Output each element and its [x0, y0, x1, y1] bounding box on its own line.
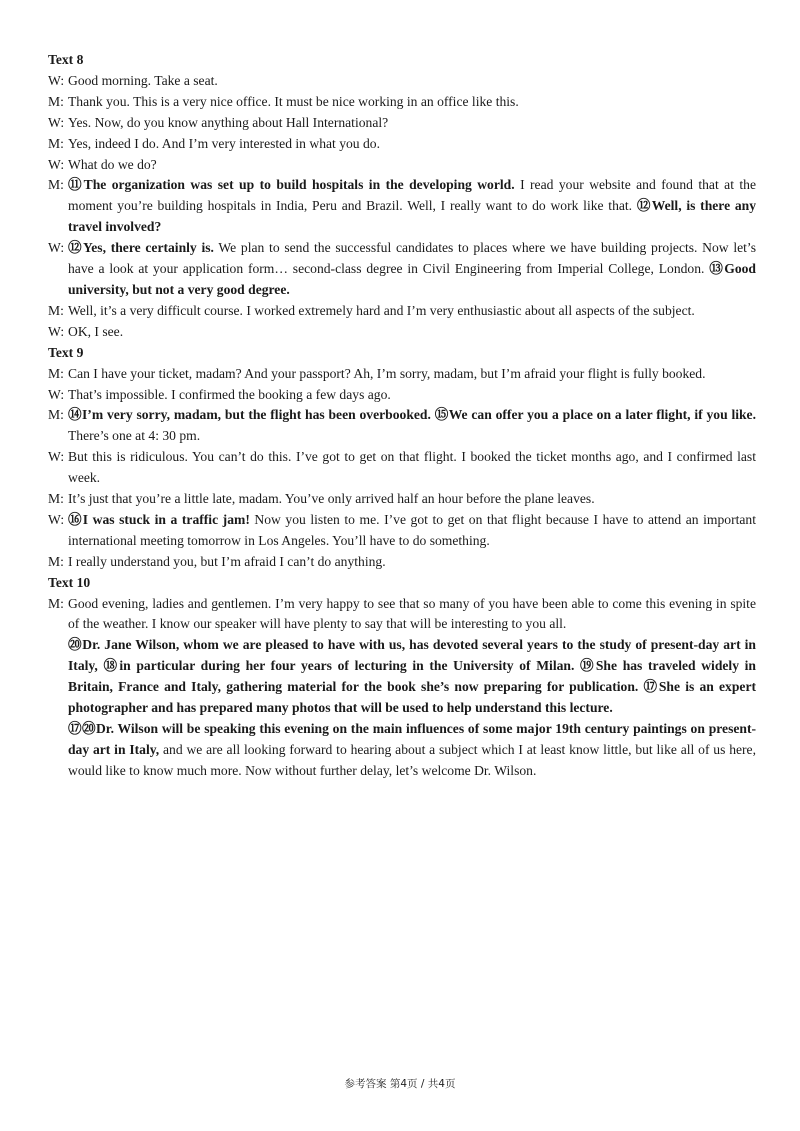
dialogue-text: That’s impossible. I confirmed the booking a few days ago.: [68, 386, 391, 402]
dialogue-text: Thank you. This is a very nice office. It must be nice working in an office like this.: [68, 93, 519, 109]
dialogue-text: I read your website and found that at the moment you’re building hospitals in India, Peru and Brazil. Well, I really want to do work like that.: [68, 177, 757, 214]
speaker-label: W:: [48, 449, 65, 465]
key-answer-text: I’m very sorry, madam, but the flight has been overbooked.: [82, 407, 435, 423]
dialogue-line: [48, 155, 756, 176]
dialogue-line: [48, 719, 756, 782]
key-answer-text: ⑭: [68, 407, 83, 423]
key-answer-text: ⑯: [68, 511, 83, 527]
key-answer-text: ⑪: [68, 177, 84, 193]
dialogue-text: We plan to send the successful candidates to places where we have building projects. Now let’s have a look at your application form… second-class degree in Civil Engineering from Imperial College, London.: [68, 240, 757, 277]
dialogue-text: OK, I see.: [68, 323, 124, 339]
speaker-label: W:: [48, 240, 65, 256]
section-title: Text 8: [48, 52, 84, 67]
dialogue-line: [48, 238, 756, 301]
dialogue-text: It’s just that you’re a little late, madam. You’ve only arrived half an hour before the plane leaves.: [68, 491, 595, 507]
dialogue-line: [48, 510, 756, 552]
dialogue-text: Well, it’s a very difficult course. I worked extremely hard and I’m very enthusiastic about all aspects of the subject.: [68, 302, 695, 318]
speaker-label: M:: [48, 365, 64, 381]
key-answer-text: Dr. Wilson will be speaking this evening on the main influences of some major 19th century paintings on present-day art in Italy,: [68, 721, 757, 757]
speaker-label: W:: [48, 386, 65, 402]
key-answer-text: Yes, there certainly is.: [82, 240, 214, 256]
dialogue-text: Yes. Now, do you know anything about Hall International?: [68, 114, 389, 130]
key-answer-text: Dr. Jane Wilson, whom we are pleased to have with us, has devoted several years to the study of present-day art in Italy,: [68, 637, 756, 674]
key-answer-text: in particular during her four years of lecturing in the University of Milan.: [119, 658, 581, 674]
speaker-label: M:: [48, 595, 64, 611]
key-answer-text: The organization was set up to build hospitals in the developing world.: [83, 177, 515, 193]
speaker-label: W:: [48, 156, 65, 172]
document-body: [48, 50, 756, 782]
dialogue-text: Now you listen to me. I’ve got to get on that flight because I have to attend an important international meeting tomorrow in Los Angeles. You’ll have to do something.: [68, 511, 756, 548]
dialogue-text: But this is ridiculous. You can’t do this. I’ve got to get on that flight. I booked the ticket months ago, and I confirmed last week.: [68, 449, 756, 486]
key-answer-text: ⑫: [636, 198, 652, 214]
dialogue-line: [48, 364, 756, 385]
dialogue-text: and we are all looking forward to hearing about a subject which I at least know little, but like all of us here, would like to know much more. Now without further delay, let’s welcome Dr. Wilson.: [68, 741, 756, 778]
speaker-label: W:: [48, 511, 65, 527]
section-title: Text 9: [48, 344, 84, 360]
key-answer-text: I was stuck in a traffic jam!: [82, 511, 250, 527]
key-answer-text: ⑮: [434, 407, 449, 423]
key-answer-text: ⑫: [68, 240, 83, 256]
dialogue-line: [48, 113, 756, 134]
key-answer-text: She is an expert photographer and has prepared many photos that will be used to help understand this lecture.: [68, 679, 756, 716]
speaker-label: M:: [48, 93, 64, 109]
dialogue-text: Yes, indeed I do. And I’m very interested in what you do.: [68, 135, 380, 151]
speaker-label: W:: [48, 323, 65, 339]
speaker-label: W:: [48, 114, 65, 130]
page-footer: 参考答案 第4页 / 共4页: [344, 1078, 456, 1090]
speaker-label: M:: [48, 553, 64, 569]
speaker-label: M:: [48, 135, 64, 151]
speaker-label: M:: [48, 407, 64, 423]
dialogue-text: What do we do?: [68, 156, 157, 172]
dialogue-line: [48, 301, 756, 322]
section-title: Text 10: [48, 574, 91, 590]
dialogue-line: [48, 447, 756, 489]
dialogue-line: [48, 385, 756, 406]
dialogue-line: [48, 489, 756, 510]
key-answer-text: We can offer you a place on a later flight, if you like.: [448, 407, 756, 423]
speaker-label: M:: [48, 177, 64, 193]
key-answer-text: ⑳: [68, 637, 83, 653]
key-answer-text: She has traveled widely in Britain, France and Italy, gathering material for the book she’s now preparing for publication.: [68, 658, 756, 695]
dialogue-text: Good evening, ladies and gentlemen. I’m very happy to see that so many of you have been able to come this evening in spite of the weather. I know our speaker will have plenty to say that will be interesting to you all.: [68, 595, 756, 632]
dialogue-line: [48, 134, 756, 155]
key-answer-text: ⑬: [709, 261, 725, 277]
dialogue-text: I really understand you, but I’m afraid I can’t do anything.: [68, 553, 386, 569]
dialogue-line: [48, 92, 756, 113]
key-answer-text: Well, is there any travel involved?: [68, 198, 757, 235]
dialogue-text: Can I have your ticket, madam? And your passport? Ah, I’m sorry, madam, but I’m afraid your flight is fully booked.: [68, 365, 706, 381]
dialogue-line: [48, 175, 756, 238]
key-answer-text: ⑲: [580, 658, 596, 674]
key-answer-text: Good university, but not a very good degree.: [68, 261, 756, 297]
dialogue-line: [48, 594, 756, 636]
key-answer-text: ⑰: [643, 679, 659, 695]
dialogue-line: [48, 552, 756, 573]
speaker-label: W:: [48, 72, 65, 88]
speaker-label: M:: [48, 491, 64, 507]
dialogue-line: [48, 322, 756, 343]
speaker-label: M:: [48, 302, 64, 318]
dialogue-line: [48, 405, 756, 447]
dialogue-line: [48, 635, 756, 719]
dialogue-line: [48, 71, 756, 92]
key-answer-text: ⑱: [103, 658, 120, 674]
key-answer-text: ⑰⑳: [68, 721, 96, 736]
dialogue-text: There’s one at 4: 30 pm.: [68, 428, 201, 444]
dialogue-text: Good morning. Take a seat.: [68, 72, 218, 88]
